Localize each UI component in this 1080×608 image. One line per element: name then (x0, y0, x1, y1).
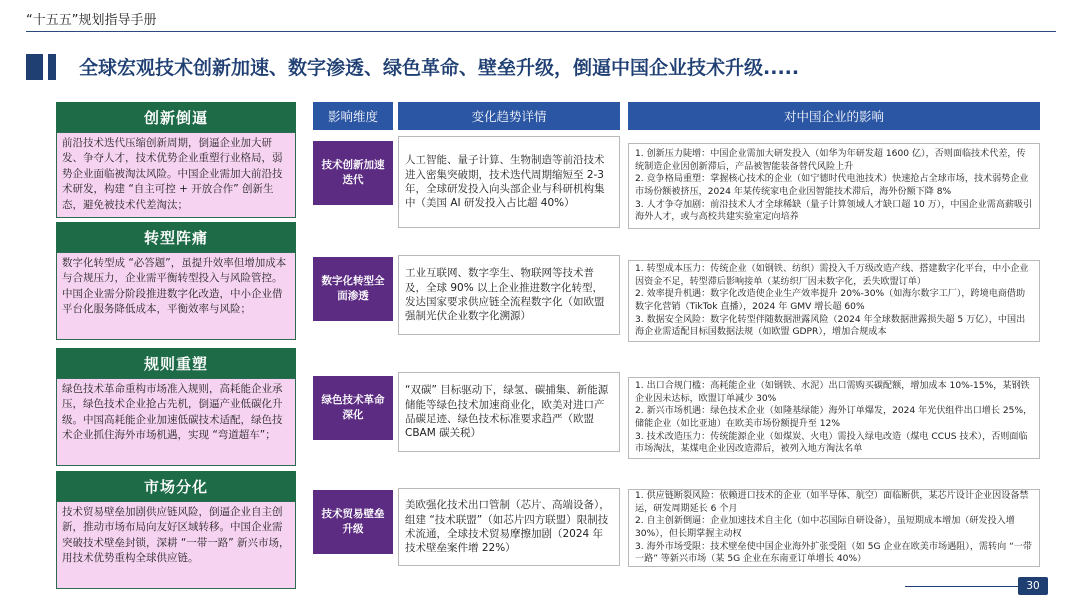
impact-item: 1. 转型成本压力：传统企业（如钢铁、纺织）需投入千万级改造产线、搭建数字化平台，中小企业因资金不足，转型滞后影响接单（某纺织厂因未数字化，丢失欧盟订单） (635, 264, 1029, 287)
row-dimension: 绿色技术革命深化 (313, 376, 393, 440)
section-body: 技术贸易壁垒加剧供应链风险，倒逼企业自主创新，推动市场布局向友好区域转移。中国企业需突破技术壁垒封锁，深耕 “一带一路” 新兴市场，用技术优势重构全球供应链。 (56, 501, 296, 589)
impact-item: 2. 自主创新倒逼：企业加速技术自主化（如中芯国际自研设备），虽短期成本增加（研发投入增 30%），但长期掌握主动权 (635, 516, 1015, 539)
row-impact (628, 260, 1040, 342)
section-title: 转型阵痛 (56, 222, 296, 252)
impact-item: 3. 技术改造压力：传统能源企业（如煤炭、火电）需投入绿电改造（煤电 CCUS 技术），否则面临市场淘汰，某煤电企业因改造滞后，被列入地方淘汰名单 (635, 431, 1028, 455)
impact-item: 2. 新兴市场机遇：绿色技术企业（如隆基绿能）海外订单爆发，2024 年光伏组件出口增长 25%，储能企业（如比亚迪）在欧美市场份额提升至 12% (635, 406, 1033, 429)
row-trend (398, 372, 620, 452)
row-trend (398, 488, 620, 566)
title-accent-block (26, 54, 43, 80)
page-number: 30 (1018, 577, 1048, 595)
section-transformation (56, 222, 296, 340)
impact-item: 3. 人才争夺加剧：前沿技术人才全球稀缺（量子计算领域人才缺口超 10 万），中国企业需高薪吸引海外人才，或与高校共建实验室定向培养 (635, 199, 1033, 223)
section-title: 规则重塑 (56, 348, 296, 378)
page-number-line (905, 586, 1018, 587)
impact-item: 2. 竞争格局重塑：掌握核心技术的企业（如宁德时代电池技术）快速抢占全球市场，技术弱势企业市场份额被挤压，2024 年某传统家电企业因智能技术滞后，海外份额下降 8% (635, 174, 1029, 197)
document-title: “十五五”规划指导手册 (26, 13, 157, 28)
impact-item: 1. 创新压力陡增：中国企业需加大研发投入（如华为年研发超 1600 亿），否则面临技术代差，传统制造企业因创新滞后，产品被智能装备替代风险上升 (635, 149, 1026, 172)
table-header-dimension: 影响维度 (313, 102, 393, 130)
section-title: 市场分化 (56, 471, 296, 501)
row-trend-text: “双碳” 目标驱动下，绿氢、碳捕集、新能源储能等绿色技术加速商业化，欧美对进口产品碳足迹、绿色技术标准要求趋严（欧盟 CBAM 碳关税） (405, 384, 609, 440)
row-impact (628, 489, 1040, 567)
impact-item: 3. 海外市场受限：技术壁垒使中国企业海外扩张受阻（如 5G 企业在欧美市场遇阻），需转向 “一带一路” 等新兴市场（某 5G 企业在东南亚订单增长 40%） (635, 541, 1032, 565)
row-impact (628, 143, 1040, 229)
section-rules (56, 348, 296, 466)
row-trend-text: 人工智能、量子计算、生物制造等前沿技术进入密集突破期，技术迭代周期缩短至 2-3 年，全球研发投入向头部企业与科研机构集中（美国 AI 研发投入占比超 40%） (405, 154, 605, 210)
impact-item: 1. 供应链断裂风险：依赖进口技术的企业（如半导体、航空）面临断供，某芯片设计企业因设备禁运，研发周期延长 6 个月 (635, 491, 1029, 514)
impact-item: 1. 出口合规门槛：高耗能企业（如钢铁、水泥）出口需购买碳配额，增加成本 10%-15%，某钢铁企业因未达标，欧盟订单减少 30% (635, 381, 1030, 404)
row-trend (398, 255, 620, 335)
section-innovation (56, 102, 296, 218)
header-divider (26, 31, 1056, 32)
section-market (56, 471, 296, 589)
table-header-impact: 对中国企业的影响 (628, 102, 1040, 130)
impact-item: 3. 数据安全风险：数字化转型伴随数据泄露风险（2024 年全球数据泄露损失超 5 万亿），中国出海企业需适配目标国数据法规（如欧盟 GDPR），增加合规成本 (635, 314, 1026, 338)
section-body: 绿色技术革命重构市场准入规则，高耗能企业承压，绿色技术企业抢占先机，倒逼产业低碳化升级。中国高耗能企业加速低碳技术适配，绿色技术企业抓住海外市场机遇，实现 “弯道超车”； (56, 378, 296, 466)
row-trend-text: 工业互联网、数字孪生、物联网等技术普及，全球 90% 以上企业推进数字化转型，发达国家要求供应链全流程数字化（如欧盟强制光伏企业数字化溯源） (405, 267, 605, 323)
title-accent-block-small (48, 54, 56, 80)
page-title: 全球宏观技术创新加速、数字渗透、绿色革命、壁垒升级，倒逼中国企业技术升级..... (79, 57, 800, 79)
row-dimension: 数字化转型全面渗透 (313, 257, 393, 321)
row-dimension: 技术贸易壁垒升级 (313, 490, 393, 554)
section-title: 创新倒逼 (56, 102, 296, 132)
table-header-trend: 变化趋势详情 (398, 102, 620, 130)
section-body: 数字化转型成 “必答题”，虽提升效率但增加成本与合规压力，企业需平衡转型投入与风险管控。中国企业需分阶段推进数字化改造，中小企业借平台化服务降低成本，平衡效率与风险； (56, 252, 296, 340)
row-impact (628, 377, 1040, 459)
row-dimension: 技术创新加速迭代 (313, 141, 393, 205)
impact-item: 2. 效率提升机遇：数字化改造使企业生产效率提升 20%-30%（如海尔数字工厂），跨境电商借助数字化营销（TikTok 直播），2024 年 GMV 增长超 60% (635, 289, 1026, 312)
section-body: 前沿技术迭代压缩创新周期，倒逼企业加大研发、争夺人才，技术优势企业重塑行业格局，弱势企业面临被淘汰风险。中国企业需加大前沿技术研发，构建 “自主可控 + 开放合作” 创新生态，避免被技术代差淘汰； (56, 132, 296, 218)
row-trend (398, 136, 620, 228)
row-trend-text: 美欧强化技术出口管制（芯片、高端设备），组建 “技术联盟”（如芯片四方联盟）限制技术流通，全球技术贸易摩擦加剧（2024 年技术壁垒案件增 22%） (405, 499, 610, 555)
